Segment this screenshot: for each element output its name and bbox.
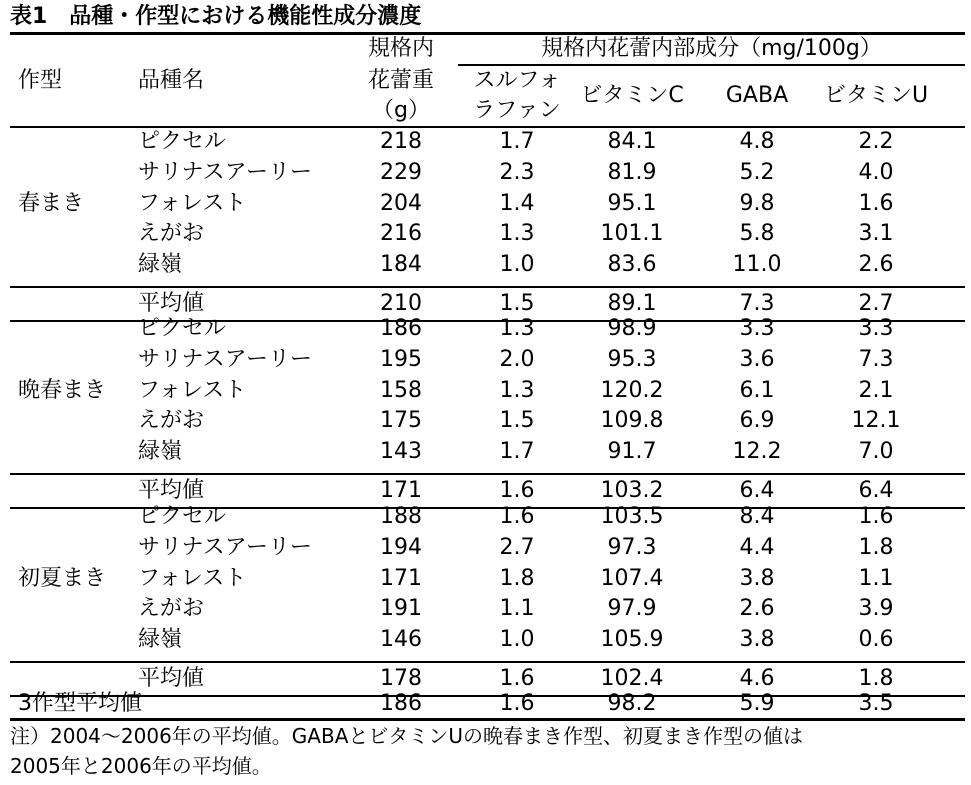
table-cell-vitu: 1.1 xyxy=(858,565,894,591)
table-cell-vitc: 98.9 xyxy=(607,316,657,341)
table-cell-vitc: 83.6 xyxy=(607,252,657,278)
table-cell-sulfo: 2.7 xyxy=(499,534,535,560)
table-cell-sulfo: 1.6 xyxy=(499,504,535,529)
table-cell-vitc: 97.9 xyxy=(607,596,657,622)
table-row-variety-name: サリナスアーリー xyxy=(138,159,313,185)
table-cell-gaba: 3.8 xyxy=(739,565,775,591)
footnote-line-2: 2005年と2006年の平均値。 xyxy=(10,754,272,778)
header-weight-1: 規格内 xyxy=(367,36,434,61)
average-cell-vitu: 6.4 xyxy=(858,478,894,503)
header-top-rule xyxy=(10,32,965,35)
table-row-variety-name: えがお xyxy=(138,596,205,622)
table-cell-vitc: 95.3 xyxy=(607,346,657,372)
table-cell-vitu: 2.2 xyxy=(858,129,894,154)
table-cell-weight: 191 xyxy=(380,596,422,622)
table-cell-vitu: 3.1 xyxy=(858,221,894,247)
group-avg-separator xyxy=(10,473,965,475)
overall-cell-vitu: 3.5 xyxy=(858,691,894,716)
group-average-label: 平均値 xyxy=(138,291,205,316)
table-cell-weight: 146 xyxy=(380,627,422,653)
table-cell-gaba: 12.2 xyxy=(732,439,782,465)
table-cell-sulfo: 1.8 xyxy=(499,565,535,591)
table-row-variety-name: えがお xyxy=(138,221,205,247)
table-cell-weight: 158 xyxy=(380,377,422,403)
overall-cell-vitc: 98.2 xyxy=(607,691,657,716)
table-bottom-rule xyxy=(10,718,965,721)
table-row-variety-name: 緑嶺 xyxy=(138,252,183,278)
table-row-variety-name: えがお xyxy=(138,408,205,434)
average-cell-vitc: 103.2 xyxy=(600,478,664,503)
sakugata-label: 晩春まき xyxy=(18,377,107,403)
table-cell-sulfo: 2.0 xyxy=(499,346,535,372)
table-cell-vitc: 81.9 xyxy=(607,159,657,185)
table-row-variety-name: フォレスト xyxy=(138,565,247,591)
sakugata-label: 春まき xyxy=(18,190,85,216)
table-cell-gaba: 3.8 xyxy=(739,627,775,653)
average-cell-gaba: 4.6 xyxy=(739,666,775,691)
table-cell-vitc: 84.1 xyxy=(607,129,657,154)
header-sulfo-2: ラファン xyxy=(473,98,561,123)
table-cell-weight: 184 xyxy=(380,252,422,278)
table-row-variety-name: 緑嶺 xyxy=(138,439,183,465)
table-cell-weight: 175 xyxy=(380,408,422,434)
table-row-variety-name: ピクセル xyxy=(138,316,227,341)
table-cell-gaba: 11.0 xyxy=(732,252,782,278)
average-cell-sulfo: 1.5 xyxy=(499,291,535,316)
table-cell-gaba: 3.3 xyxy=(739,316,775,341)
table-cell-vitu: 0.6 xyxy=(858,627,894,653)
overall-average-label: 3作型平均値 xyxy=(18,691,142,716)
table-cell-gaba: 6.1 xyxy=(739,377,775,403)
table-row-variety-name: サリナスアーリー xyxy=(138,346,313,372)
header-components-group: 規格内花蕾内部成分（mg/100g） xyxy=(541,36,882,61)
table-row-variety-name: フォレスト xyxy=(138,377,247,403)
average-cell-weight: 178 xyxy=(380,666,422,691)
average-cell-sulfo: 1.6 xyxy=(499,666,535,691)
table-cell-gaba: 4.8 xyxy=(739,129,775,154)
header-vitc: ビタミンC xyxy=(580,83,684,108)
table-cell-sulfo: 1.3 xyxy=(499,377,535,403)
table-cell-vitc: 109.8 xyxy=(600,408,664,434)
header-group-underline xyxy=(458,64,965,66)
table-cell-gaba: 9.8 xyxy=(739,190,775,216)
table-cell-weight: 195 xyxy=(380,346,422,372)
average-cell-vitc: 89.1 xyxy=(607,291,657,316)
table-cell-sulfo: 1.3 xyxy=(499,316,535,341)
table-cell-sulfo: 1.0 xyxy=(499,252,535,278)
table-cell-sulfo: 2.3 xyxy=(499,159,535,185)
table-cell-gaba: 5.2 xyxy=(739,159,775,185)
table-cell-vitc: 97.3 xyxy=(607,534,657,560)
table-cell-vitc: 107.4 xyxy=(600,565,664,591)
footnote-line-1: 注）2004～2006年の平均値。GABAとビタミンUの晩春まき作型、初夏まき作型の値は xyxy=(10,724,804,748)
header-sakugata: 作型 xyxy=(18,68,63,93)
table-cell-weight: 216 xyxy=(380,221,422,247)
average-cell-vitu: 1.8 xyxy=(858,666,894,691)
table-cell-weight: 194 xyxy=(380,534,422,560)
table-title: 表1 品種・作型における機能性成分濃度 xyxy=(10,4,422,29)
sakugata-label: 初夏まき xyxy=(18,565,107,591)
average-cell-vitc: 102.4 xyxy=(600,666,664,691)
table-cell-vitc: 101.1 xyxy=(600,221,664,247)
group-average-label: 平均値 xyxy=(138,478,205,503)
table-row-variety-name: サリナスアーリー xyxy=(138,534,313,560)
table-cell-vitu: 3.9 xyxy=(858,596,894,622)
table-cell-gaba: 5.8 xyxy=(739,221,775,247)
average-cell-gaba: 7.3 xyxy=(739,291,775,316)
table-cell-vitu: 7.0 xyxy=(858,439,894,465)
average-cell-vitu: 2.7 xyxy=(858,291,894,316)
table-cell-vitu: 4.0 xyxy=(858,159,894,185)
table-cell-gaba: 3.6 xyxy=(739,346,775,372)
table-cell-sulfo: 1.7 xyxy=(499,129,535,154)
header-vitu: ビタミンU xyxy=(823,83,929,108)
table-cell-vitc: 120.2 xyxy=(600,377,664,403)
table-cell-vitu: 3.3 xyxy=(858,316,894,341)
header-hinshu: 品種名 xyxy=(138,68,205,93)
table-cell-sulfo: 1.0 xyxy=(499,627,535,653)
table-cell-vitu: 2.6 xyxy=(858,252,894,278)
table-cell-sulfo: 1.5 xyxy=(499,408,535,434)
group-avg-separator xyxy=(10,661,965,663)
header-weight-2: 花蕾重 xyxy=(367,68,434,93)
table-cell-weight: 171 xyxy=(380,565,422,591)
header-sulfo-1: スルフォ xyxy=(473,68,561,93)
table-cell-gaba: 8.4 xyxy=(739,504,775,529)
overall-cell-gaba: 5.9 xyxy=(739,691,775,716)
overall-cell-sulfo: 1.6 xyxy=(499,691,535,716)
table-cell-vitu: 7.3 xyxy=(858,346,894,372)
table-cell-weight: 186 xyxy=(380,316,422,341)
table-cell-vitc: 91.7 xyxy=(607,439,657,465)
header-bottom-rule xyxy=(10,126,965,128)
table-cell-vitu: 1.8 xyxy=(858,534,894,560)
table-cell-gaba: 4.4 xyxy=(739,534,775,560)
table-row-variety-name: 緑嶺 xyxy=(138,627,183,653)
table-cell-sulfo: 1.7 xyxy=(499,439,535,465)
average-cell-weight: 210 xyxy=(380,291,422,316)
table-cell-gaba: 2.6 xyxy=(739,596,775,622)
table-row-variety-name: ピクセル xyxy=(138,129,227,154)
table-cell-weight: 229 xyxy=(380,159,422,185)
table-cell-vitu: 12.1 xyxy=(851,408,901,434)
average-cell-weight: 171 xyxy=(380,478,422,503)
group-avg-separator xyxy=(10,286,965,288)
table-cell-vitu: 2.1 xyxy=(858,377,894,403)
table-cell-vitc: 95.1 xyxy=(607,190,657,216)
table-cell-sulfo: 1.1 xyxy=(499,596,535,622)
average-cell-sulfo: 1.6 xyxy=(499,478,535,503)
table-cell-weight: 143 xyxy=(380,439,422,465)
table-cell-vitu: 1.6 xyxy=(858,190,894,216)
overall-cell-weight: 186 xyxy=(380,691,422,716)
table-cell-sulfo: 1.3 xyxy=(499,221,535,247)
table-row-variety-name: ピクセル xyxy=(138,504,227,529)
header-weight-3: （g） xyxy=(372,98,430,123)
average-cell-gaba: 6.4 xyxy=(739,478,775,503)
group-average-label: 平均値 xyxy=(138,666,205,691)
table-cell-vitu: 1.6 xyxy=(858,504,894,529)
table-cell-gaba: 6.9 xyxy=(739,408,775,434)
table-cell-weight: 204 xyxy=(380,190,422,216)
table-cell-weight: 188 xyxy=(380,504,422,529)
table-cell-weight: 218 xyxy=(380,129,422,154)
table-cell-sulfo: 1.4 xyxy=(499,190,535,216)
table-cell-vitc: 105.9 xyxy=(600,627,664,653)
header-gaba: GABA xyxy=(725,83,789,108)
table-cell-vitc: 103.5 xyxy=(600,504,664,529)
table-row-variety-name: フォレスト xyxy=(138,190,247,216)
